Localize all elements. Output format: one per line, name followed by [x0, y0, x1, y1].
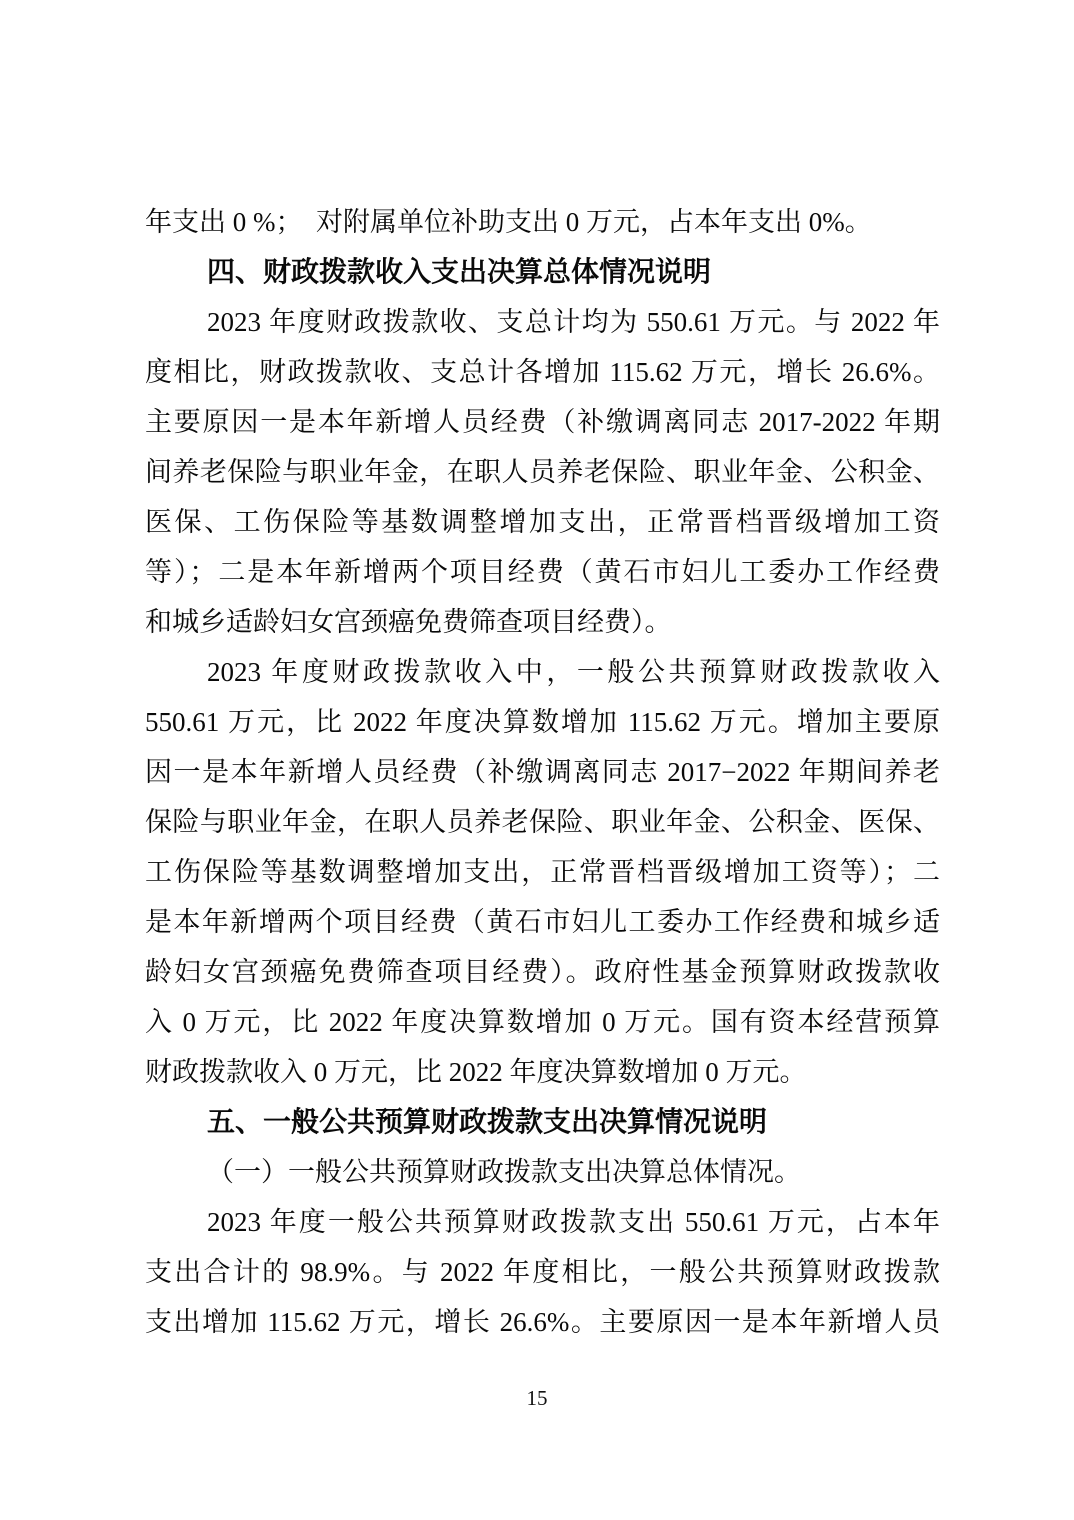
text-line: （一）一般公共预算财政拨款支出决算总体情况。 — [207, 1157, 801, 1187]
text-line: 等）；二是本年新增两个项目经费（黄石市妇儿工委办工作经费 — [145, 557, 940, 587]
text-line: 550.61 万元，比 2022 年度决算数增加 115.62 万元。增加主要原 — [145, 707, 940, 737]
text-line: 主要原因一是本年新增人员经费（补缴调离同志 2017-2022 年期 — [145, 407, 940, 437]
text-line: 龄妇女宫颈癌免费筛查项目经费）。政府性基金预算财政拨款收 — [145, 957, 940, 987]
document-body — [145, 197, 940, 1347]
text-line: 支出合计的 98.9%。与 2022 年度相比，一般公共预算财政拨款 — [145, 1257, 940, 1287]
text-line: 是本年新增两个项目经费（黄石市妇儿工委办工作经费和城乡适 — [145, 907, 940, 937]
text-line: 医保、工伤保险等基数调整增加支出，正常晋档晋级增加工资 — [145, 507, 940, 537]
text-line: 工伤保险等基数调整增加支出，正常晋档晋级增加工资等）；二 — [145, 857, 940, 887]
text-line: 保险与职业年金，在职人员养老保险、职业年金、公积金、医保、 — [145, 807, 940, 837]
text-line: 财政拨款收入 0 万元，比 2022 年度决算数增加 0 万元。 — [145, 1057, 807, 1087]
text-line: 年支出 0 %； 对附属单位补助支出 0 万元，占本年支出 0%。 — [145, 207, 872, 237]
page-number: 15 — [526, 1386, 548, 1410]
text-line: 2023 年度一般公共预算财政拨款支出 550.61 万元，占本年 — [207, 1207, 940, 1237]
text-line: 2023 年度财政拨款收、支总计均为 550.61 万元。与 2022 年 — [207, 307, 940, 337]
section-heading-4: 四、财政拨款收入支出决算总体情况说明 — [207, 256, 712, 287]
text-line: 和城乡适龄妇女宫颈癌免费筛查项目经费）。 — [145, 607, 672, 637]
text-line: 支出增加 115.62 万元，增长 26.6%。主要原因一是本年新增人员 — [145, 1307, 940, 1337]
text-line: 入 0 万元，比 2022 年度决算数增加 0 万元。国有资本经营预算 — [145, 1007, 940, 1037]
section-heading-5: 五、一般公共预算财政拨款支出决算情况说明 — [207, 1106, 768, 1137]
text-line: 因一是本年新增人员经费（补缴调离同志 2017−2022 年期间养老 — [145, 757, 940, 787]
text-line: 2023 年度财政拨款收入中，一般公共预算财政拨款收入 — [207, 657, 940, 687]
text-line: 度相比，财政拨款收、支总计各增加 115.62 万元，增长 26.6%。 — [145, 357, 940, 387]
text-line: 间养老保险与职业年金，在职人员养老保险、职业年金、公积金、 — [145, 457, 940, 487]
